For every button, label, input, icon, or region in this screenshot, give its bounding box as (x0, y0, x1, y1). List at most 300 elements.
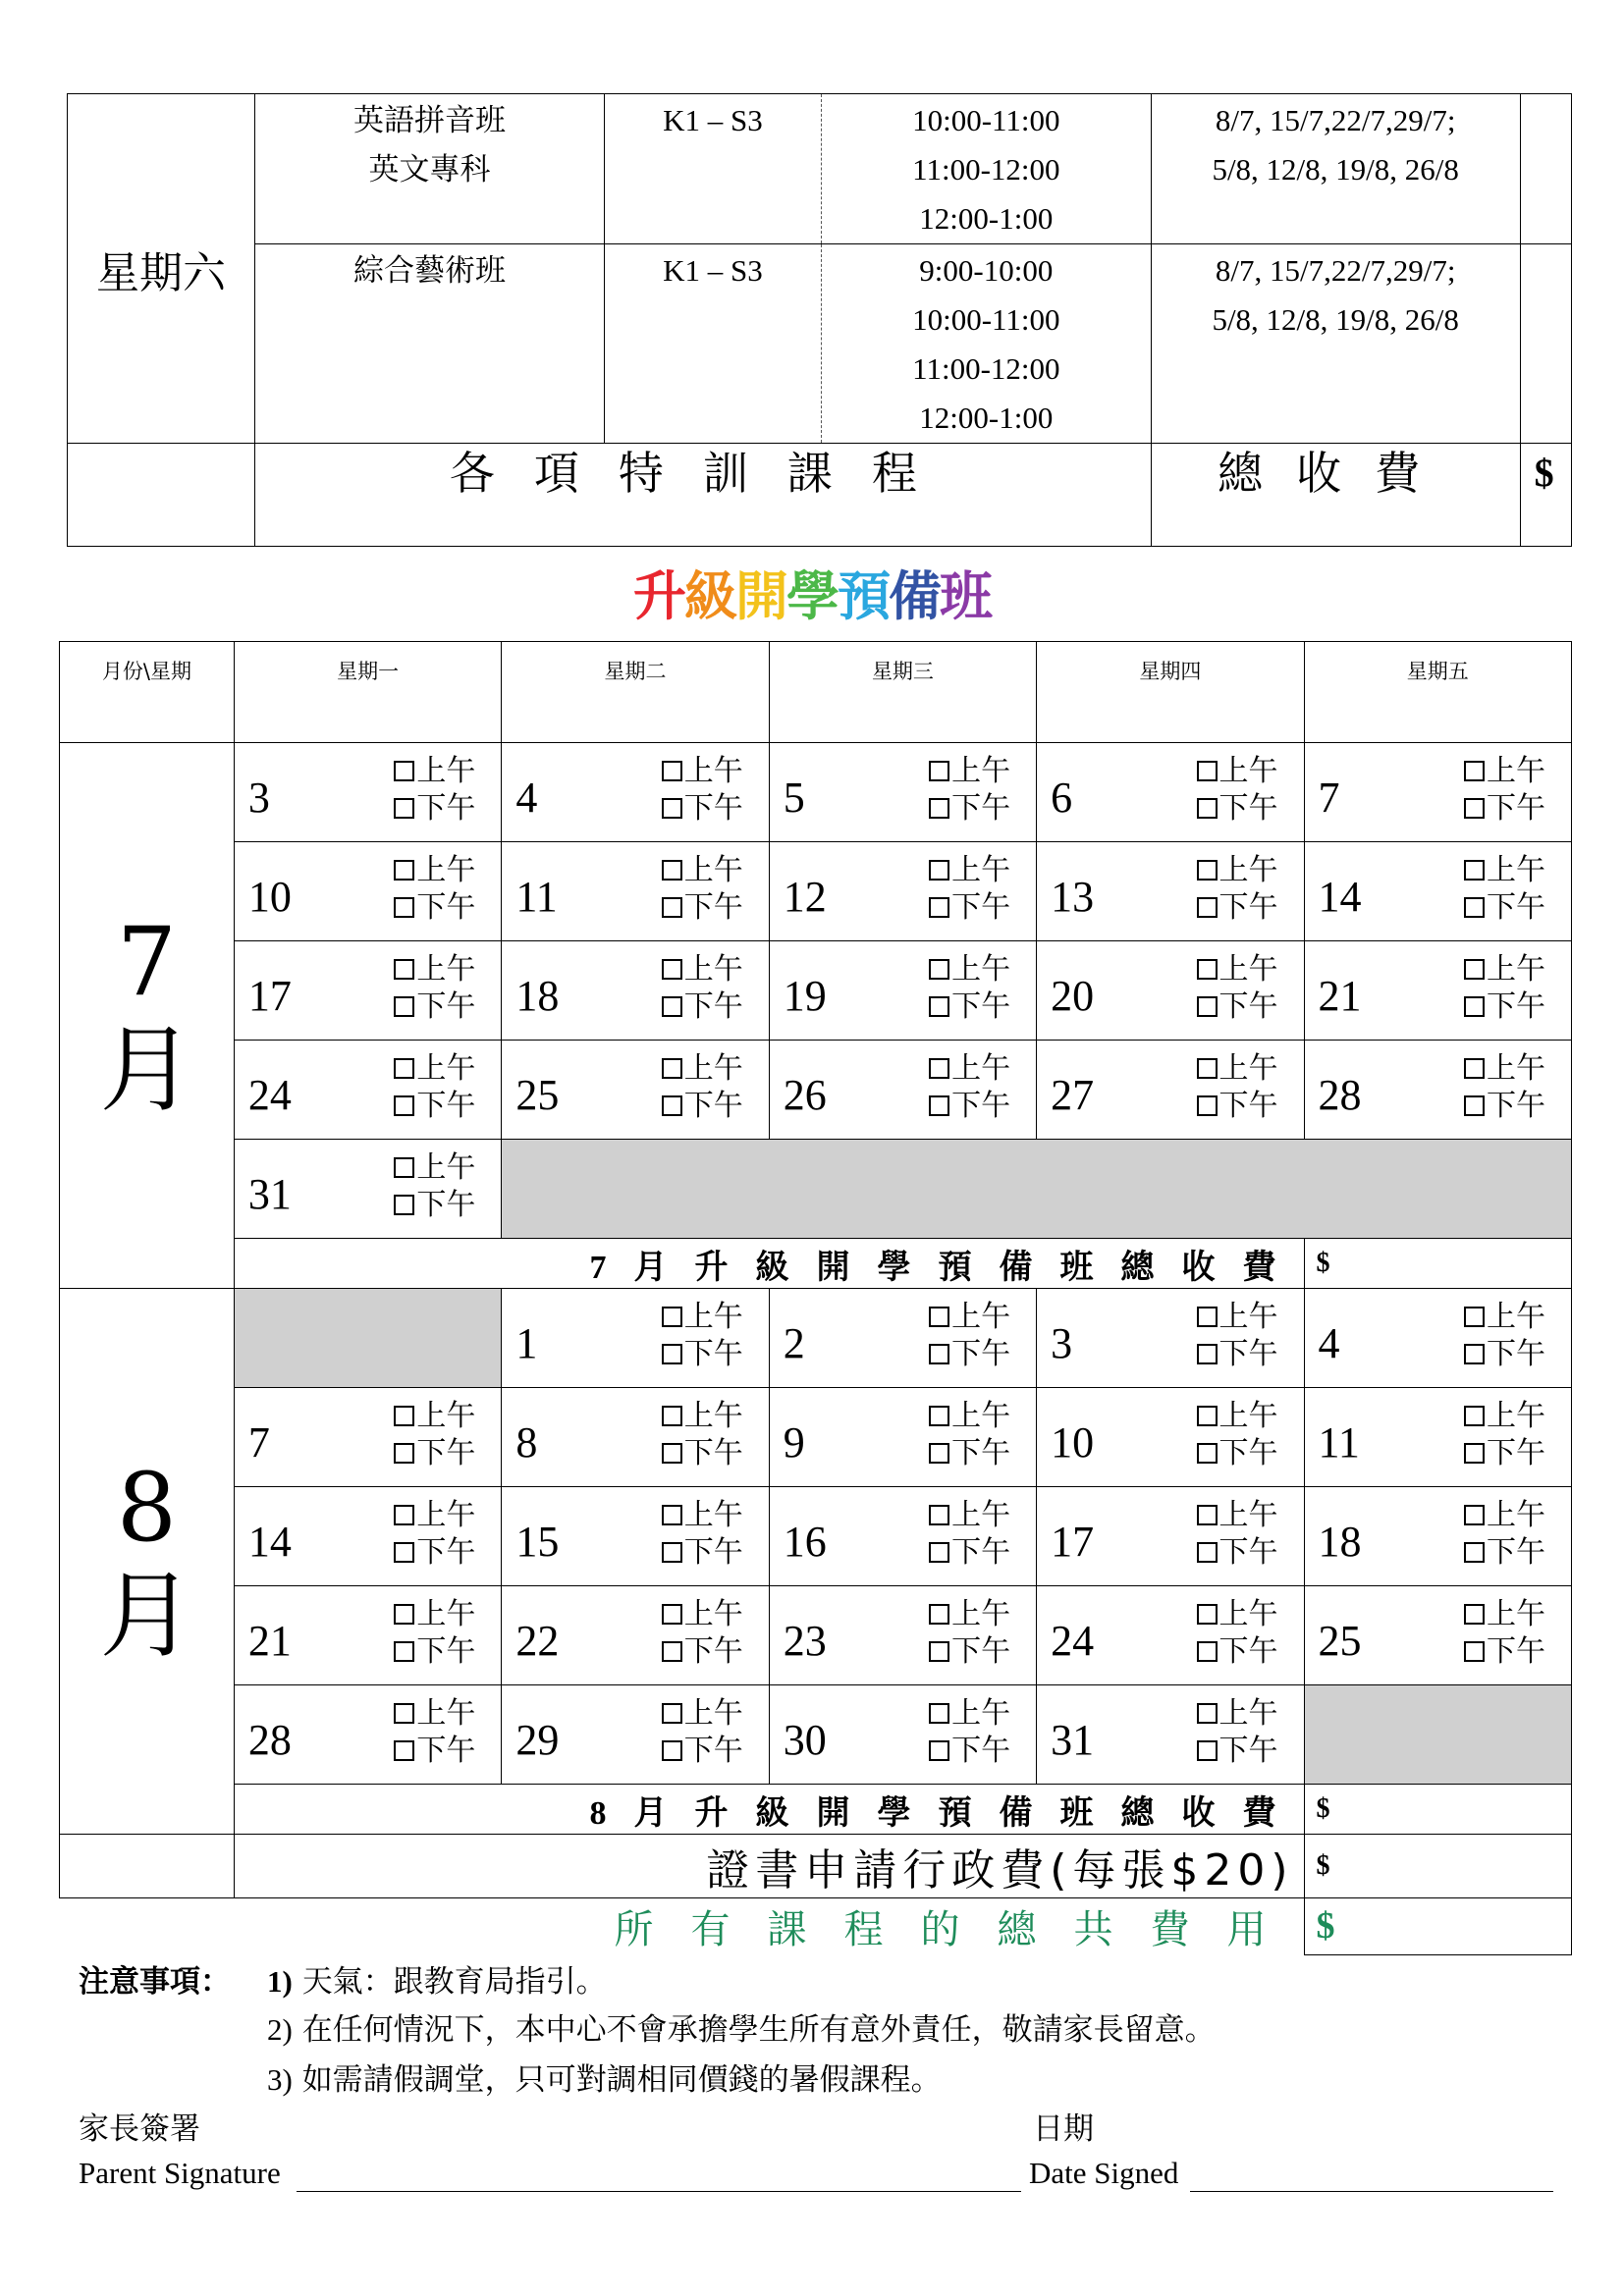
pm-checkbox[interactable] (662, 1344, 682, 1364)
am-option[interactable] (929, 1695, 1010, 1733)
am-checkbox[interactable] (929, 1505, 949, 1525)
pm-checkbox[interactable] (662, 1542, 682, 1563)
am-option[interactable] (1197, 1299, 1278, 1336)
day-number: 4 (1318, 1319, 1340, 1367)
pm-option[interactable] (929, 1088, 1010, 1125)
special-courses-label: 各項特訓課程 (255, 444, 1152, 547)
pm-option[interactable] (1197, 1534, 1278, 1572)
am-checkbox[interactable] (662, 1703, 682, 1724)
am-option[interactable] (394, 1695, 475, 1733)
am-checkbox[interactable] (662, 860, 682, 881)
pm-label: 下午 (951, 1634, 1011, 1669)
am-option[interactable] (929, 951, 1010, 988)
pm-option[interactable] (662, 1336, 743, 1373)
pm-option[interactable] (662, 988, 743, 1026)
pm-option[interactable] (1197, 1336, 1278, 1373)
am-pm-options (394, 1149, 475, 1224)
am-pm-options (929, 1497, 1010, 1572)
pm-checkbox[interactable] (394, 1195, 414, 1215)
am-checkbox[interactable] (662, 1505, 682, 1525)
am-label: 上午 (951, 1498, 1011, 1532)
am-option[interactable] (394, 753, 475, 790)
pm-checkbox[interactable] (1197, 1443, 1218, 1464)
am-option[interactable] (394, 1497, 475, 1534)
pm-option[interactable] (1197, 988, 1278, 1026)
am-pm-options (662, 951, 743, 1026)
pm-checkbox[interactable] (1197, 798, 1218, 819)
day-cell (769, 1487, 1036, 1586)
am-checkbox[interactable] (1464, 1604, 1485, 1625)
am-checkbox[interactable] (1197, 761, 1218, 781)
am-option[interactable] (1197, 753, 1278, 790)
pm-option[interactable] (394, 1187, 475, 1224)
am-option[interactable] (929, 852, 1010, 889)
pm-label: 下午 (1218, 989, 1278, 1024)
am-option[interactable] (662, 1695, 743, 1733)
am-label: 上午 (951, 1300, 1011, 1334)
am-pm-options (394, 1695, 475, 1770)
note-item: 3) 如需請假調堂，只可對調相同價錢的暑假課程。 (267, 2062, 942, 2098)
am-checkbox[interactable] (662, 1058, 682, 1079)
pm-option[interactable] (662, 1435, 743, 1472)
pm-checkbox[interactable] (1464, 1443, 1485, 1464)
am-label: 上午 (683, 952, 743, 987)
am-checkbox[interactable] (394, 1157, 414, 1178)
pm-checkbox[interactable] (929, 1542, 949, 1563)
day-number: 24 (1051, 1617, 1095, 1665)
am-checkbox[interactable] (1464, 1307, 1485, 1327)
am-pm-options (929, 1695, 1010, 1770)
pm-checkbox[interactable] (1464, 996, 1485, 1017)
am-option[interactable] (1464, 1050, 1545, 1088)
day-number: 14 (1318, 873, 1362, 921)
am-checkbox[interactable] (1197, 1058, 1218, 1079)
pm-checkbox[interactable] (394, 897, 414, 918)
calendar-week-row (60, 1685, 1572, 1785)
am-option[interactable] (394, 1596, 475, 1633)
am-checkbox[interactable] (394, 860, 414, 881)
pm-checkbox[interactable] (1464, 897, 1485, 918)
pm-checkbox[interactable] (1464, 1542, 1485, 1563)
pm-option[interactable] (394, 1435, 475, 1472)
day-number: 18 (1318, 1518, 1362, 1566)
pm-option[interactable] (394, 790, 475, 828)
calendar-header-row (60, 642, 1572, 743)
time-slot: 11:00-12:00 (912, 351, 1060, 386)
month-char: 月 (99, 1014, 194, 1125)
pm-option[interactable] (929, 1534, 1010, 1572)
am-label: 上午 (1487, 754, 1545, 788)
pm-option[interactable] (394, 1733, 475, 1770)
am-option[interactable] (662, 753, 743, 790)
pm-checkbox[interactable] (662, 1443, 682, 1464)
pm-option[interactable] (1197, 1733, 1278, 1770)
day-cell (1304, 842, 1571, 941)
pm-checkbox[interactable] (1464, 798, 1485, 819)
pm-checkbox[interactable] (394, 1641, 414, 1662)
am-label: 上午 (683, 1597, 743, 1631)
day-number: 16 (783, 1518, 827, 1566)
am-checkbox[interactable] (1197, 1505, 1218, 1525)
pm-option[interactable] (1197, 790, 1278, 828)
pm-label: 下午 (1487, 890, 1545, 925)
am-option[interactable] (394, 951, 475, 988)
pm-checkbox[interactable] (929, 1641, 949, 1662)
am-option[interactable] (662, 1497, 743, 1534)
am-checkbox[interactable] (1464, 1505, 1485, 1525)
am-checkbox[interactable] (1197, 860, 1218, 881)
am-option[interactable] (1464, 1497, 1545, 1534)
pm-option[interactable] (662, 1633, 743, 1671)
pm-option[interactable] (929, 790, 1010, 828)
pm-option[interactable] (394, 1088, 475, 1125)
am-checkbox[interactable] (1197, 1604, 1218, 1625)
pm-label: 下午 (951, 890, 1011, 925)
pm-option[interactable] (662, 1088, 743, 1125)
am-pm-options (394, 852, 475, 927)
am-label: 上午 (416, 952, 476, 987)
day-cell (234, 1586, 501, 1685)
date-line: 5/8, 12/8, 19/8, 26/8 (1212, 302, 1459, 337)
grand-total-value[interactable]: $ (1304, 1898, 1571, 1955)
day-number: 7 (1318, 774, 1340, 822)
pm-option[interactable] (662, 790, 743, 828)
pm-option[interactable] (929, 1435, 1010, 1472)
pm-option[interactable] (394, 889, 475, 927)
day-number: 2 (783, 1319, 805, 1367)
pm-checkbox[interactable] (662, 1641, 682, 1662)
pm-checkbox[interactable] (394, 798, 414, 819)
month-total-label (234, 1785, 1304, 1835)
am-pm-options (394, 1497, 475, 1572)
pm-label: 下午 (416, 1436, 476, 1470)
pm-option[interactable] (929, 889, 1010, 927)
certificate-fee-value[interactable]: $ (1304, 1835, 1571, 1898)
date-line: 8/7, 15/7,22/7,29/7; (1215, 103, 1456, 137)
am-option[interactable] (929, 753, 1010, 790)
am-checkbox[interactable] (394, 1058, 414, 1079)
pm-checkbox[interactable] (394, 1542, 414, 1563)
am-checkbox[interactable] (1197, 1703, 1218, 1724)
pm-option[interactable] (1197, 1633, 1278, 1671)
day-number: 4 (515, 774, 538, 822)
pm-option[interactable] (1197, 1088, 1278, 1125)
pm-checkbox[interactable] (1197, 1095, 1218, 1116)
day-number: 31 (247, 1170, 292, 1218)
pm-checkbox[interactable] (662, 1740, 682, 1761)
am-option[interactable] (662, 1398, 743, 1435)
day-cell (1304, 941, 1571, 1041)
pm-checkbox[interactable] (662, 897, 682, 918)
am-option[interactable] (929, 1497, 1010, 1534)
pm-checkbox[interactable] (662, 996, 682, 1017)
title-char: 班 (940, 565, 991, 627)
day-number: 21 (247, 1617, 292, 1665)
am-checkbox[interactable] (1197, 959, 1218, 980)
am-option[interactable] (1464, 753, 1545, 790)
title-char: 預 (838, 565, 889, 627)
day-number: 11 (1318, 1418, 1360, 1467)
pm-checkbox[interactable] (1197, 1641, 1218, 1662)
am-checkbox[interactable] (662, 761, 682, 781)
am-checkbox[interactable] (662, 959, 682, 980)
day-number: 3 (1051, 1319, 1073, 1367)
pm-checkbox[interactable] (929, 996, 949, 1017)
am-checkbox[interactable] (1197, 1307, 1218, 1327)
day-number: 19 (783, 972, 827, 1020)
am-label: 上午 (416, 853, 476, 887)
pm-option[interactable] (1197, 889, 1278, 927)
time-slot: 12:00-1:00 (919, 201, 1054, 236)
pm-option[interactable] (1464, 889, 1545, 927)
am-checkbox[interactable] (394, 1604, 414, 1625)
am-pm-options (1464, 1398, 1545, 1472)
day-number: 20 (1051, 972, 1095, 1020)
parent-signature-line[interactable] (297, 2177, 1021, 2192)
pm-checkbox[interactable] (1197, 1344, 1218, 1364)
am-option[interactable] (929, 1596, 1010, 1633)
empty-day-cell (234, 1289, 501, 1388)
pm-option[interactable] (662, 1733, 743, 1770)
day-cell (769, 941, 1036, 1041)
am-option[interactable] (662, 1050, 743, 1088)
am-option[interactable] (1197, 1695, 1278, 1733)
pm-label: 下午 (416, 989, 476, 1024)
total-fee-label: 總收費 (1151, 444, 1520, 547)
pm-option[interactable] (929, 1633, 1010, 1671)
day-number: 26 (783, 1071, 827, 1119)
day-number: 1 (515, 1319, 538, 1367)
am-option[interactable] (1464, 1596, 1545, 1633)
am-option[interactable] (394, 1398, 475, 1435)
am-checkbox[interactable] (929, 1604, 949, 1625)
pm-label: 下午 (683, 1089, 743, 1123)
weekday-header: 星期三 (769, 642, 1036, 743)
am-option[interactable] (1197, 1398, 1278, 1435)
pm-label: 下午 (1218, 1535, 1278, 1570)
pm-checkbox[interactable] (1197, 897, 1218, 918)
am-option[interactable] (929, 1050, 1010, 1088)
am-option[interactable] (929, 1398, 1010, 1435)
am-checkbox[interactable] (1464, 959, 1485, 980)
date-signed-line[interactable] (1190, 2177, 1553, 2192)
pm-label: 下午 (1487, 1089, 1545, 1123)
day-number: 7 (247, 1418, 270, 1467)
am-pm-options (1197, 1695, 1278, 1770)
am-option[interactable] (662, 1596, 743, 1633)
pm-option[interactable] (1464, 1336, 1545, 1373)
pm-checkbox[interactable] (394, 1095, 414, 1116)
am-checkbox[interactable] (929, 1307, 949, 1327)
am-checkbox[interactable] (662, 1307, 682, 1327)
am-label: 上午 (683, 754, 743, 788)
am-checkbox[interactable] (929, 1703, 949, 1724)
am-pm-options (1464, 951, 1545, 1026)
am-checkbox[interactable] (1464, 1406, 1485, 1426)
pm-checkbox[interactable] (1197, 1740, 1218, 1761)
dates-cell (1151, 94, 1520, 244)
pm-option[interactable] (929, 1336, 1010, 1373)
day-cell (234, 1140, 501, 1239)
am-pm-options (1197, 951, 1278, 1026)
am-checkbox[interactable] (929, 959, 949, 980)
pm-checkbox[interactable] (1464, 1095, 1485, 1116)
pm-checkbox[interactable] (662, 798, 682, 819)
pm-checkbox[interactable] (1197, 996, 1218, 1017)
empty-span-cell (502, 1140, 1572, 1239)
am-pm-options (662, 753, 743, 828)
am-pm-options (929, 753, 1010, 828)
pm-label: 下午 (951, 791, 1011, 826)
am-checkbox[interactable] (394, 1406, 414, 1426)
pm-checkbox[interactable] (1197, 1542, 1218, 1563)
am-option[interactable] (394, 852, 475, 889)
am-checkbox[interactable] (1464, 1058, 1485, 1079)
pm-option[interactable] (1464, 790, 1545, 828)
am-option[interactable] (1197, 1596, 1278, 1633)
am-label: 上午 (1218, 1597, 1278, 1631)
day-cell (1037, 1289, 1304, 1388)
am-checkbox[interactable] (394, 1505, 414, 1525)
pm-checkbox[interactable] (1464, 1344, 1485, 1364)
pm-option[interactable] (662, 1534, 743, 1572)
pm-option[interactable] (394, 988, 475, 1026)
grade-time-cell (605, 244, 1152, 444)
pm-option[interactable] (929, 988, 1010, 1026)
title-char: 備 (889, 565, 940, 627)
sat-row-1 (68, 94, 1572, 244)
pm-option[interactable] (394, 1534, 475, 1572)
am-option[interactable] (1197, 1497, 1278, 1534)
am-option[interactable] (1464, 1398, 1545, 1435)
pm-option[interactable] (1197, 1435, 1278, 1472)
am-checkbox[interactable] (394, 959, 414, 980)
pm-option[interactable] (1464, 1633, 1545, 1671)
time-slot: 10:00-11:00 (912, 302, 1060, 337)
am-option[interactable] (929, 1299, 1010, 1336)
am-label: 上午 (1487, 952, 1545, 987)
am-checkbox[interactable] (394, 1703, 414, 1724)
pm-option[interactable] (1464, 1534, 1545, 1572)
am-checkbox[interactable] (929, 860, 949, 881)
am-option[interactable] (1197, 852, 1278, 889)
blank-cell (68, 444, 255, 547)
am-checkbox[interactable] (1464, 860, 1485, 881)
am-pm-options (1464, 1596, 1545, 1671)
am-label: 上午 (416, 754, 476, 788)
date-signed-en: Date Signed (1029, 2156, 1179, 2190)
pm-label: 下午 (1218, 890, 1278, 925)
pm-label: 下午 (1487, 1535, 1545, 1570)
am-option[interactable] (394, 1050, 475, 1088)
pm-option[interactable] (1464, 988, 1545, 1026)
day-cell (1037, 1487, 1304, 1586)
am-checkbox[interactable] (929, 1058, 949, 1079)
month-number: 7 (116, 906, 177, 1017)
pm-checkbox[interactable] (929, 1344, 949, 1364)
pm-checkbox[interactable] (929, 1443, 949, 1464)
pm-checkbox[interactable] (929, 798, 949, 819)
am-pm-options (929, 1398, 1010, 1472)
month-total-row (60, 1239, 1572, 1289)
note-item: 1) 天氣：跟教育局指引。 (267, 1964, 607, 2000)
am-label: 上午 (1218, 952, 1278, 987)
day-number: 9 (783, 1418, 805, 1467)
day-cell (1037, 842, 1304, 941)
pm-label: 下午 (951, 1535, 1011, 1570)
grade-time-cell (605, 94, 1152, 244)
am-label: 上午 (951, 952, 1011, 987)
pm-checkbox[interactable] (662, 1095, 682, 1116)
month-total-value[interactable]: $ (1304, 1785, 1571, 1835)
pm-checkbox[interactable] (929, 897, 949, 918)
am-label: 上午 (683, 1498, 743, 1532)
pm-checkbox[interactable] (394, 1443, 414, 1464)
day-cell (769, 842, 1036, 941)
am-option[interactable] (1464, 951, 1545, 988)
am-option[interactable] (662, 1299, 743, 1336)
am-checkbox[interactable] (394, 761, 414, 781)
pm-option[interactable] (1464, 1435, 1545, 1472)
am-option[interactable] (394, 1149, 475, 1187)
am-checkbox[interactable] (1464, 761, 1485, 781)
am-checkbox[interactable] (662, 1406, 682, 1426)
am-label: 上午 (951, 1051, 1011, 1086)
day-cell (1304, 1586, 1571, 1685)
am-option[interactable] (1464, 1299, 1545, 1336)
am-pm-options (1197, 1050, 1278, 1125)
title-char: 級 (684, 565, 735, 627)
pm-checkbox[interactable] (929, 1095, 949, 1116)
am-label: 上午 (1218, 1399, 1278, 1433)
am-pm-options (1197, 852, 1278, 927)
prep-class-calendar (59, 641, 1572, 1955)
am-option[interactable] (1197, 1050, 1278, 1088)
month-total-value[interactable]: $ (1304, 1239, 1571, 1289)
pm-checkbox[interactable] (1464, 1641, 1485, 1662)
day-number: 17 (1051, 1518, 1095, 1566)
am-option[interactable] (1464, 852, 1545, 889)
pm-option[interactable] (394, 1633, 475, 1671)
weekday-header: 星期四 (1037, 642, 1304, 743)
am-checkbox[interactable] (1197, 1406, 1218, 1426)
date-line: 5/8, 12/8, 19/8, 26/8 (1212, 152, 1459, 187)
am-pm-options (662, 1299, 743, 1373)
am-checkbox[interactable] (929, 761, 949, 781)
pm-label: 下午 (416, 1089, 476, 1123)
month-number: 8 (116, 1452, 177, 1563)
pm-option[interactable] (662, 889, 743, 927)
am-option[interactable] (1197, 951, 1278, 988)
calendar-week-row (60, 842, 1572, 941)
day-number: 23 (783, 1617, 827, 1665)
pm-option[interactable] (1464, 1088, 1545, 1125)
am-option[interactable] (662, 852, 743, 889)
am-checkbox[interactable] (662, 1604, 682, 1625)
day-number: 28 (1318, 1071, 1362, 1119)
day-cell (1037, 1041, 1304, 1140)
am-option[interactable] (662, 951, 743, 988)
pm-checkbox[interactable] (929, 1740, 949, 1761)
pm-checkbox[interactable] (394, 1740, 414, 1761)
pm-checkbox[interactable] (394, 996, 414, 1017)
pm-label: 下午 (683, 989, 743, 1024)
pm-option[interactable] (929, 1733, 1010, 1770)
day-number: 3 (247, 774, 270, 822)
am-pm-options (394, 753, 475, 828)
am-checkbox[interactable] (929, 1406, 949, 1426)
am-label: 上午 (1487, 1399, 1545, 1433)
